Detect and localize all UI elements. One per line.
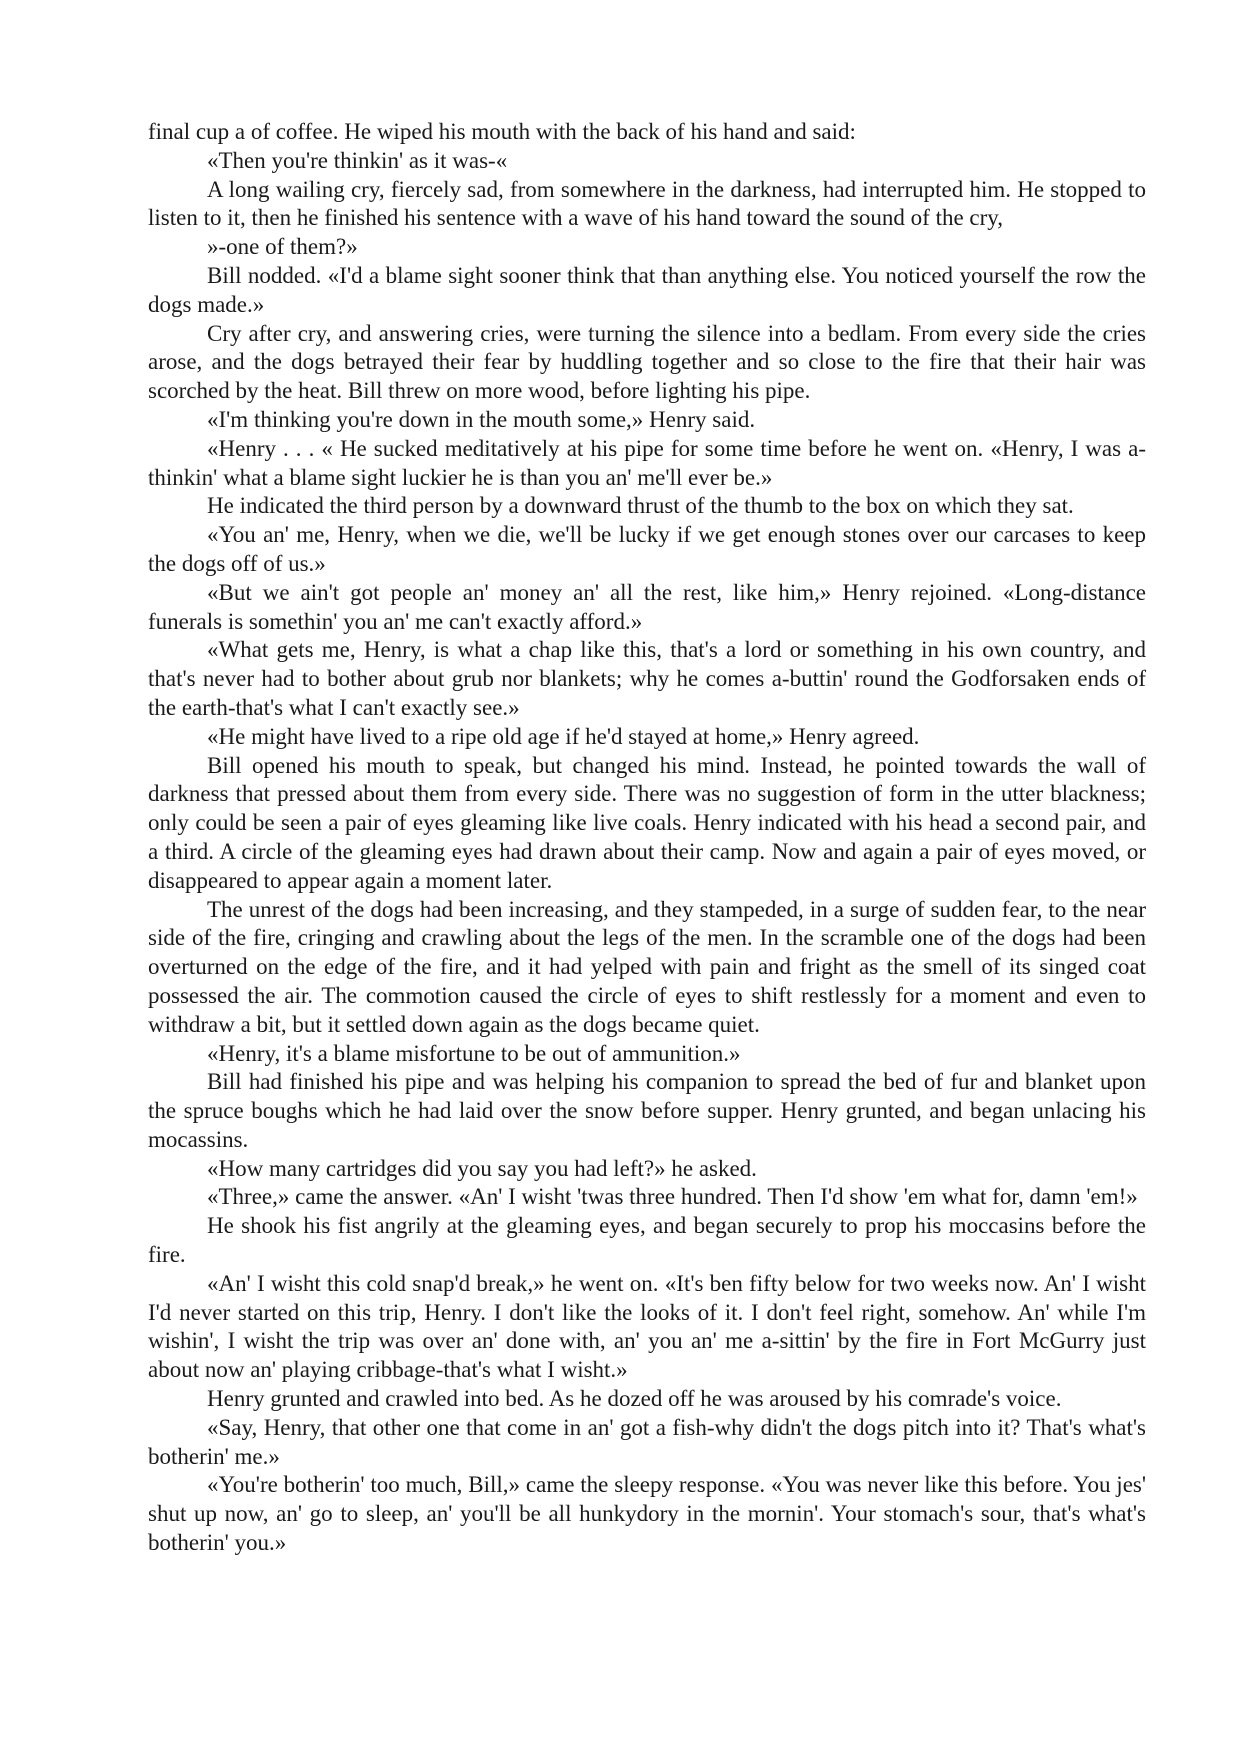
paragraph-7: «I'm thinking you're down in the mouth some,» Henry said. <box>207 406 756 432</box>
paragraph-10: «You an' me, Henry, when we die, we'll be lucky if we get enough stones over our carcases to keep the dogs off of us.» <box>148 522 1146 576</box>
paragraph-2: «Then you're thinkin' as it was-« <box>207 147 508 173</box>
paragraph-4: »-one of them?» <box>207 234 358 260</box>
paragraph-5: Bill nodded. «I'd a blame sight sooner think that than anything else. You noticed yourself the row the dogs made.» <box>148 262 1146 317</box>
paragraph-22: Henry grunted and crawled into bed. As he dozed off he was aroused by his comrade's voice. <box>207 1386 1062 1412</box>
paragraph-17: Bill had finished his pipe and was helping his companion to spread the bed of fur and blanket upon the spruce boughs which he had laid over the snow before supper. Henry grunted, and began unlacing his mocassins. <box>148 1069 1146 1152</box>
paragraph-8: «Henry . . . « He sucked meditatively at his pipe for some time before he went on. «Henry, I was a-thinkin' what a blame sight luckier he is than you an' me'll ever be.» <box>148 435 1146 490</box>
paragraph-3: A long wailing cry, fiercely sad, from somewhere in the darkness, had interrupted him. He stopped to listen to it, then he finished his sentence with a wave of his hand toward the sound of the cry, <box>148 176 1146 231</box>
paragraph-13: «He might have lived to a ripe old age if he'd stayed at home,» Henry agreed. <box>207 723 920 749</box>
document-page <box>148 118 1146 1558</box>
paragraph-1: final cup a of coffee. He wiped his mouth with the back of his hand and said: <box>148 119 856 144</box>
paragraph-18: «How many cartridges did you say you had left?» he asked. <box>207 1155 757 1181</box>
paragraph-20: He shook his fist angrily at the gleaming eyes, and began securely to prop his moccasins before the fire. <box>148 1213 1146 1268</box>
paragraph-9: He indicated the third person by a downward thrust of the thumb to the box on which they sat. <box>207 493 1074 519</box>
paragraph-23: «Say, Henry, that other one that come in an' got a fish-why didn't the dogs pitch into it? That's what's botherin' me.» <box>148 1414 1146 1469</box>
paragraph-15: The unrest of the dogs had been increasing, and they stampeded, in a surge of sudden fear, to the near side of the fire, cringing and crawling about the legs of the men. In the scramble one of the dogs had been overturned on the edge of the fire, and it had yelped with pain and fright as the smell of its singed coat possessed the air. The commotion caused the circle of eyes to shift restlessly for a moment and even to withdraw a bit, but it settled down again as the dogs became quiet. <box>148 896 1146 1037</box>
paragraph-11: «But we ain't got people an' money an' all the rest, like him,» Henry rejoined. «Long-distance funerals is somethin' you an' me can't exactly afford.» <box>148 579 1146 634</box>
paragraph-16: «Henry, it's a blame misfortune to be out of ammunition.» <box>207 1040 741 1066</box>
paragraph-21: «An' I wisht this cold snap'd break,» he went on. «It's ben fifty below for two weeks now. An' I wisht I'd never started on this trip, Henry. I don't like the looks of it. I don't feel right, somehow. An' while I'm wishin', I wisht the trip was over an' done with, an' you an' me a-sittin' by the fire in Fort McGurry just about now an' playing cribbage-that's what I wisht.» <box>148 1270 1146 1383</box>
paragraph-24: «You're botherin' too much, Bill,» came the sleepy response. «You was never like this before. You jes' shut up now, an' go to sleep, an' you'll be all hunkydory in the mornin'. Your stomach's sour, that's what's botherin' you.» <box>148 1472 1146 1556</box>
paragraph-14: Bill opened his mouth to speak, but changed his mind. Instead, he pointed towards the wall of darkness that pressed about them from every side. There was no suggestion of form in the utter blackness; only could be seen a pair of eyes gleaming like live coals. Henry indicated with his head a second pair, and a third. A circle of the gleaming eyes had drawn about their camp. Now and again a pair of eyes moved, or disappeared to appear again a moment later. <box>148 752 1146 893</box>
paragraph-6: Cry after cry, and answering cries, were turning the silence into a bedlam. From every side the cries arose, and the dogs betrayed their fear by huddling together and so close to the fire that their hair was scorched by the heat. Bill threw on more wood, before lighting his pipe. <box>148 320 1146 404</box>
paragraph-12: «What gets me, Henry, is what a chap like this, that's a lord or something in his own country, and that's never had to bother about grub nor blankets; why he comes a-buttin' round the Godforsaken ends of the earth-that's what I can't exactly see.» <box>148 637 1146 720</box>
paragraph-19: «Three,» came the answer. «An' I wisht 'twas three hundred. Then I'd show 'em what for, damn 'em!» <box>207 1184 1138 1210</box>
